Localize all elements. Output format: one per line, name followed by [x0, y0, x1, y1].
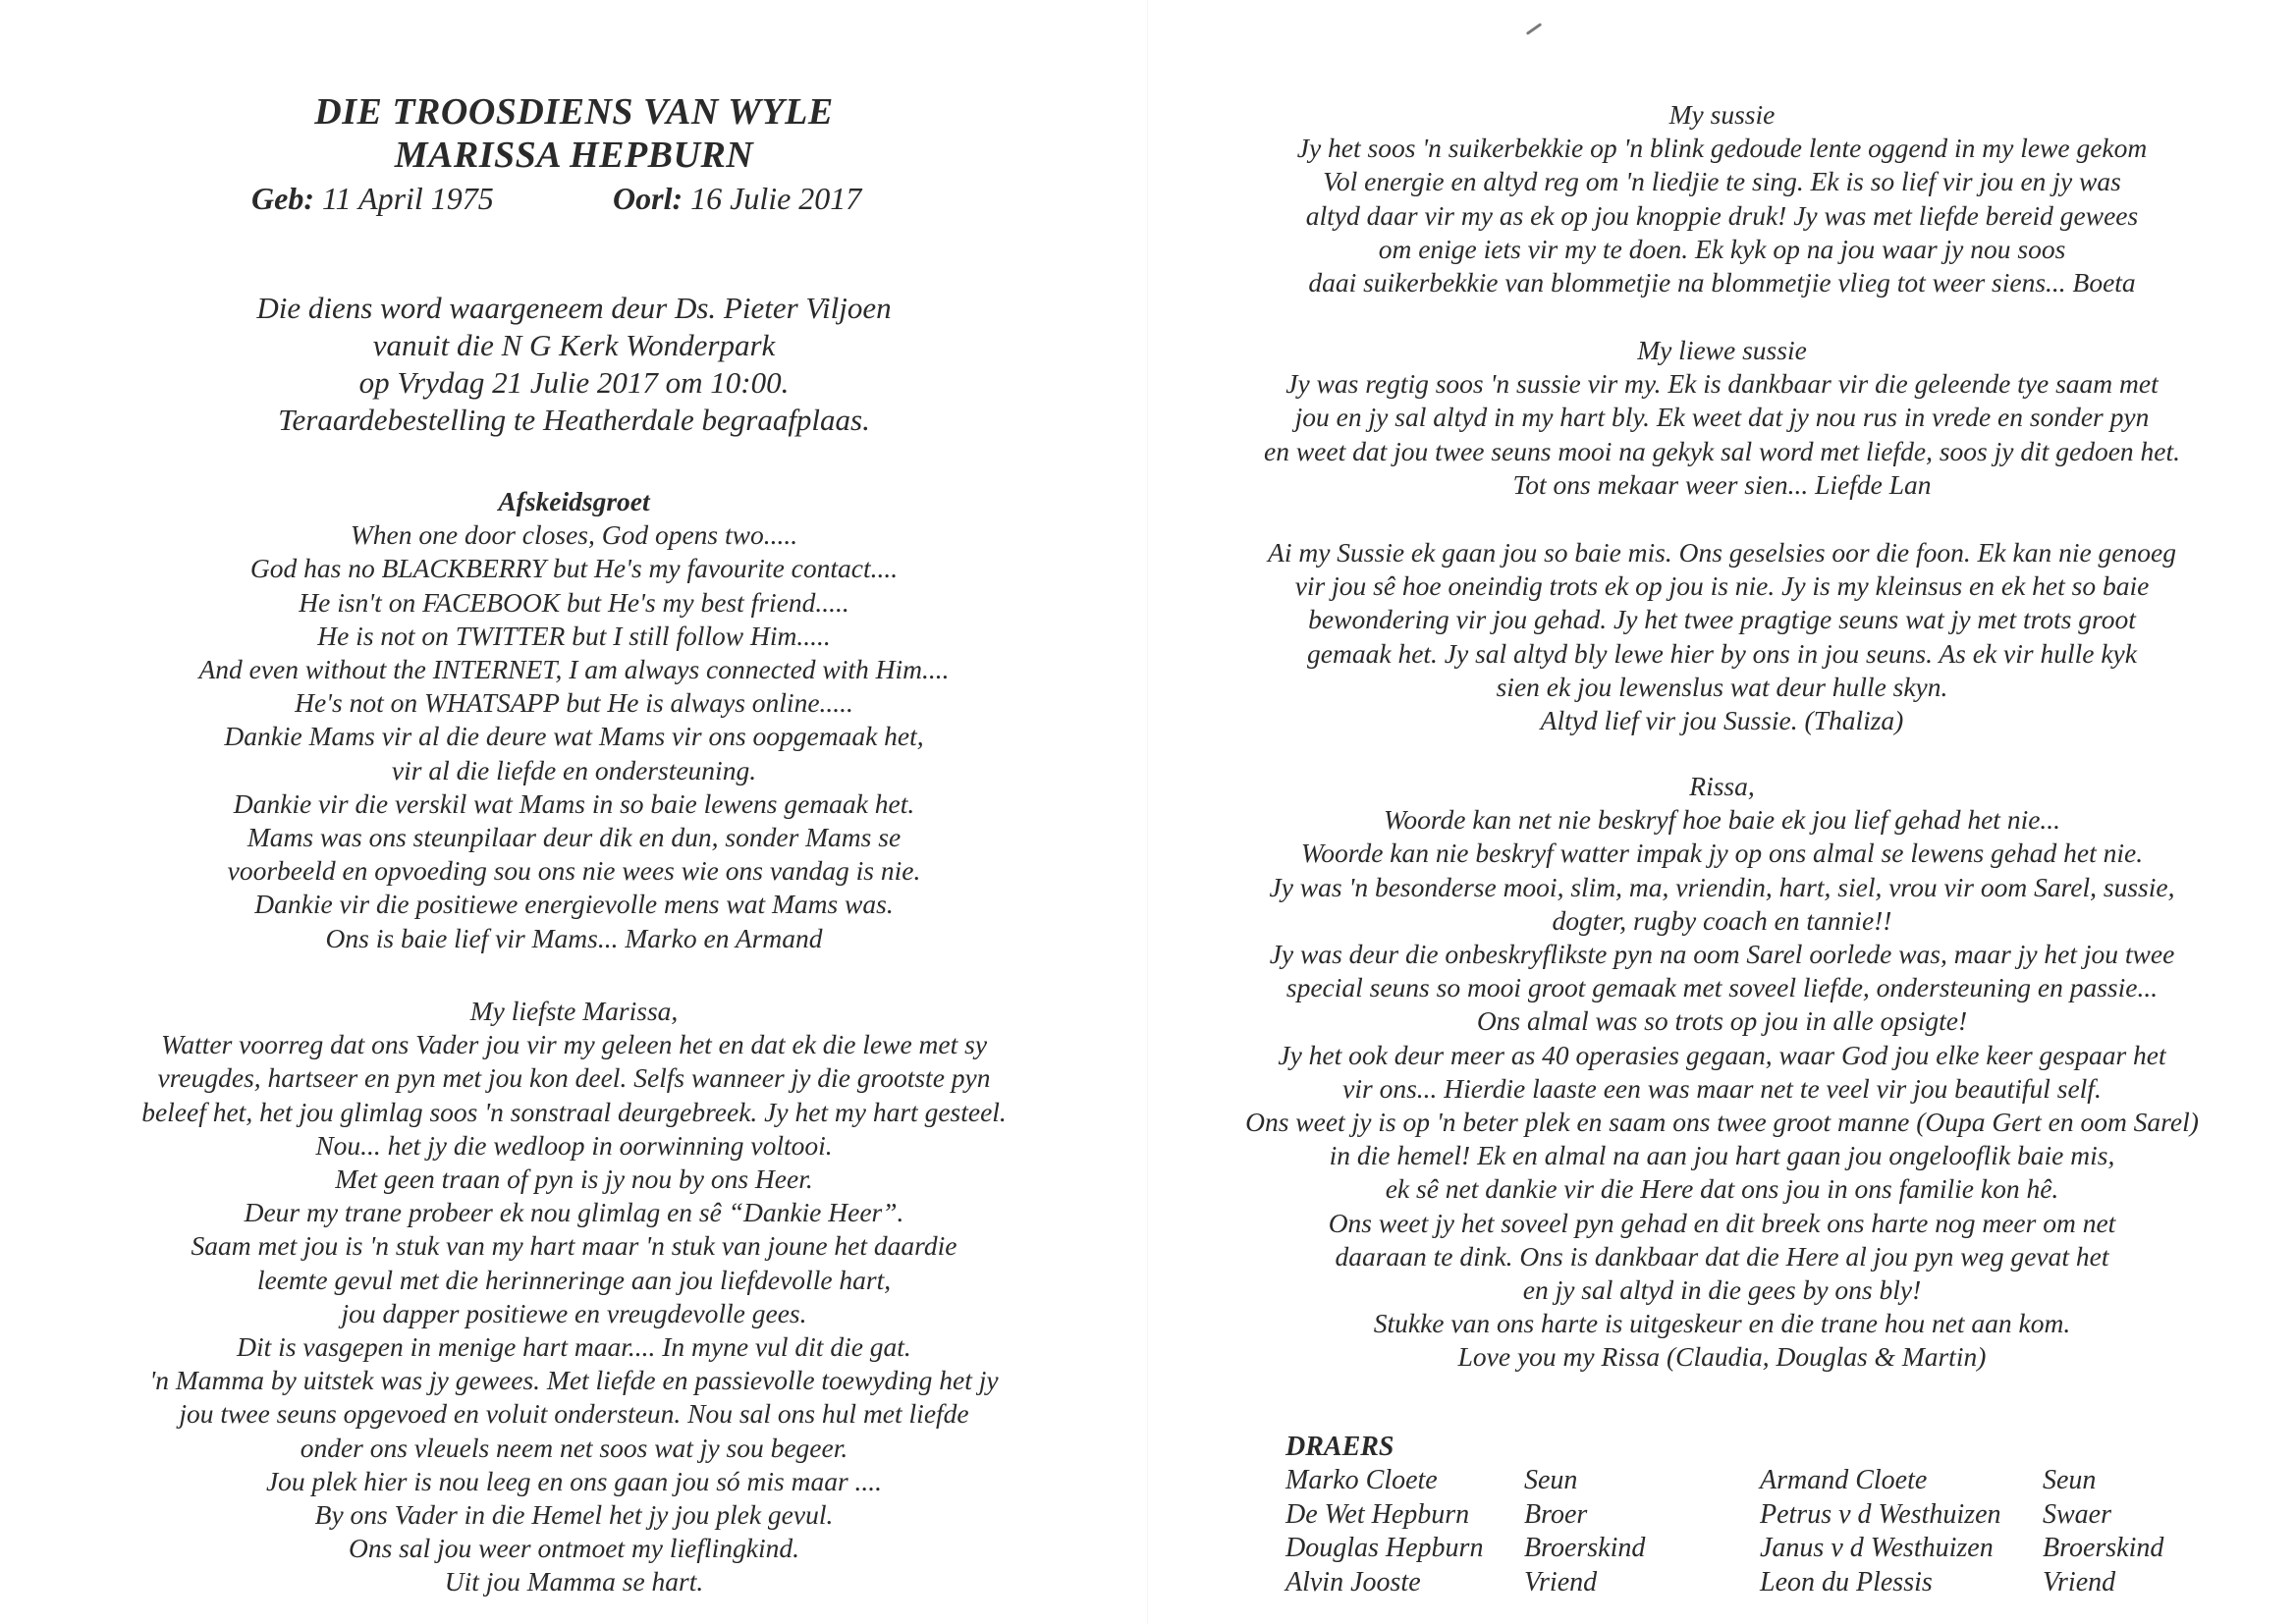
rissa-line: en jy sal altyd in die gees by ons bly!: [1522, 1274, 1922, 1306]
rissa-heading: Rissa,: [1689, 771, 1755, 801]
liefste-marissa-line: jou dapper positiewe en vreugdevolle gees.: [341, 1297, 807, 1328]
afskeidsgroet-line: voorbeeld en opvoeding sou ons nie wees wie ons vandag is nie.: [227, 855, 921, 887]
afskeidsgroet-line: Mams was ons steunpilaar deur dik en dun, sonder Mams se: [246, 822, 902, 853]
death-value: 16 Julie 2017: [683, 181, 862, 216]
my-sussie-line: daai suikerbekkie van blommetjie na blommetjie vlieg tot weer siens... Boeta: [1308, 267, 2136, 298]
liefste-marissa-line: Dit is vasgepen in menige hart maar.... In myne vul dit die gat.: [237, 1331, 911, 1363]
liewe-sussie-line: Tot ons mekaar weer sien... Liefde Lan: [1512, 468, 1932, 500]
draers-heading: DRAERS: [1285, 1432, 1394, 1462]
liefste-marissa-line: vreugdes, hartseer en pyn met jou kon deel. Selfs wanneer jy die grootste pyn: [157, 1062, 991, 1094]
liefste-marissa-line: Deur my trane probeer ek nou glimlag en sê “Dankie Heer”.: [244, 1197, 904, 1228]
afskeidsgroet-section: [0, 485, 1148, 955]
bearer-name: Alvin Jooste: [1285, 1566, 1421, 1597]
ai-my-sussie-line: Ai my Sussie ek gaan jou so baie mis. Ons geselsies oor die foon. Ek kan nie genoeg: [1268, 537, 2176, 568]
bearer-name: Marko Cloete: [1285, 1465, 1438, 1495]
afskeidsgroet-line: Ons is baie lief vir Mams... Marko en Armand: [325, 922, 823, 953]
ai-my-sussie-line: Altyd lief vir jou Sussie. (Thaliza): [1540, 705, 1904, 736]
afskeidsgroet-line: Dankie vir die verskil wat Mams in so baie lewens gemaak het.: [233, 787, 915, 819]
rissa-line: vir ons... Hierdie laaste een was maar net te veel vir jou beautiful self.: [1342, 1072, 2102, 1104]
liewe-sussie-line: jou en jy sal altyd in my hart bly. Ek weet dat jy nou rus in vrede en sonder pyn: [1294, 402, 2150, 433]
liefste-marissa-line: 'n Mamma by uitstek was jy gewees. Met liefde en passievolle toewyding het jy: [149, 1365, 999, 1396]
liefste-marissa-line: By ons Vader in die Hemel het jy jou plek gevul.: [314, 1499, 834, 1531]
liefste-marissa-line: Met geen traan of pyn is jy nou by ons Heer.: [335, 1164, 813, 1195]
death-date: [613, 181, 861, 217]
rissa-line: Woorde kan net nie beskryf hoe baie ek jou lief gehad het nie...: [1383, 804, 2061, 836]
title-line-2: MARISSA HEPBURN: [394, 135, 754, 176]
rissa-line: Jy was 'n besonderse mooi, slim, ma, vriendin, hart, siel, vrou vir oom Sarel, sussie,: [1269, 871, 2175, 902]
bearer-name: Douglas Hepburn: [1285, 1533, 1484, 1563]
birth-label: Geb:: [251, 181, 314, 216]
liewe-sussie-line: Jy was regtig soos 'n sussie vir my. Ek is dankbaar vir die geleende tye saam met: [1285, 368, 2159, 400]
liefste-marissa-line: Ons sal jou weer ontmoet my lieflingkind.: [348, 1533, 800, 1564]
rissa-section: [1148, 770, 2296, 1375]
bearer-relation: Broerskind: [1524, 1533, 1646, 1563]
birth-date: [251, 181, 494, 217]
bearer-relation: Vriend: [2043, 1566, 2116, 1597]
ai-my-sussie-line: bewondering vir jou gehad. Jy het twee pragtige seuns wat jy met trots groot: [1308, 604, 2136, 635]
liefste-marissa-line: Jou plek hier is nou leeg en ons gaan jou só mis maar ....: [265, 1465, 883, 1496]
program-title: [0, 90, 1148, 177]
title-line-1: DIE TROOSDIENS VAN WYLE: [314, 91, 834, 133]
rissa-line: Love you my Rissa (Claudia, Douglas & Martin): [1457, 1341, 1987, 1373]
my-sussie-line: altyd daar vir my as ek op jou knoppie druk! Jy was met liefde bereid gewees: [1305, 199, 2139, 231]
liefste-marissa-line: beleef het, het jou glimlag soos 'n sonstraal deurgebreek. Jy het my hart gesteel.: [141, 1096, 1007, 1127]
bearer-relation: Seun: [1524, 1465, 1578, 1495]
my-sussie-section: [1148, 98, 2296, 299]
liefste-marissa-line: Saam met jou is 'n stuk van my hart maar 'n stuk van joune het daardie: [191, 1230, 957, 1262]
my-sussie-heading: My sussie: [1668, 99, 1776, 130]
liefste-marissa-line: onder ons vleuels neem net soos wat jy sou begeer.: [300, 1432, 848, 1463]
liefste-marissa-line: Nou... het jy die wedloop in oorwinning voltooi.: [315, 1129, 833, 1161]
bearer-relation: Broer: [1524, 1498, 1588, 1530]
ai-my-sussie-section: [1148, 536, 2296, 737]
afskeidsgroet-line: When one door closes, God opens two.....: [350, 519, 798, 551]
service-line: vanuit die N G Kerk Wonderpark: [372, 328, 776, 362]
ai-my-sussie-line: vir jou sê hoe oneindig trots ek op jou is nie. Jy is my kleinsus en ek het so baie: [1294, 570, 2150, 602]
liewe-sussie-section: [1148, 334, 2296, 502]
death-label: Oorl:: [613, 181, 683, 216]
rissa-line: daaraan te dink. Ons is dankbaar dat die Here al jou pyn weg gevat het: [1335, 1240, 2109, 1272]
my-sussie-line: om enige iets vir my te doen. Ek kyk op na jou waar jy nou soos: [1378, 233, 2066, 264]
afskeidsgroet-line: Dankie Mams vir al die deure wat Mams vir ons oopgemaak het,: [224, 721, 924, 752]
liefste-marissa-line: Uit jou Mamma se hart.: [444, 1566, 704, 1597]
rissa-line: Jy het ook deur meer as 40 operasies gegaan, waar God jou elke keer gespaar het: [1278, 1039, 2166, 1070]
liefste-marissa-line: jou twee seuns opgevoed en voluit ondersteun. Nou sal ons hul met liefde: [179, 1398, 969, 1430]
rissa-line: Woorde kan nie beskryf watter impak jy op ons almal se lewens gehad het nie.: [1300, 838, 2144, 869]
afskeidsgroet-line: Dankie vir die positiewe energievolle mens wat Mams was.: [254, 889, 894, 920]
liefste-marissa-line: Watter voorreg dat ons Vader jou vir my geleen het en dat ek die lewe met sy: [160, 1029, 988, 1060]
my-sussie-line: Vol energie en altyd reg om 'n liedjie te sing. Ek is so lief vir jou en jy was: [1323, 166, 2121, 197]
bearer-name: Armand Cloete: [1760, 1465, 1928, 1495]
service-line: Die diens word waargeneem deur Ds. Pieter Viljoen: [256, 291, 892, 325]
service-line: Teraardebestelling te Heatherdale begraafplaas.: [278, 403, 870, 437]
afskeidsgroet-line: He is not on TWITTER but I still follow Him.....: [317, 620, 831, 651]
afskeidsgroet-line: God has no BLACKBERRY but He's my favourite contact....: [249, 553, 899, 584]
bearer-name: Leon du Plessis: [1760, 1566, 1933, 1597]
rissa-line: Jy was deur die onbeskryflikste pyn na oom Sarel oorlede was, maar jy het jou twee: [1269, 939, 2175, 970]
rissa-line: in die hemel! Ek en almal na aan jou hart gaan jou ongelooflik baie mis,: [1329, 1140, 2115, 1171]
bearer-relation: Swaer: [2043, 1498, 2111, 1530]
liewe-sussie-line: en weet dat jou twee seuns mooi na gekyk sal word met liefde, soos jy dit gedoen het.: [1263, 435, 2181, 466]
service-line: op Vrydag 21 Julie 2017 om 10:00.: [358, 365, 790, 400]
rissa-line: dogter, rugby coach en tannie!!: [1552, 904, 1892, 936]
ai-my-sussie-line: gemaak het. Jy sal altyd bly lewe hier by ons in jou seuns. As ek vir hulle kyk: [1307, 637, 2137, 669]
birth-value: 11 April 1975: [313, 181, 494, 216]
bearer-relation: Broerskind: [2043, 1533, 2164, 1563]
liefste-marissa-line: leemte gevul met die herinneringe aan jou liefdevolle hart,: [256, 1264, 892, 1295]
rissa-line: Ons weet jy het soveel pyn gehad en dit breek ons harte nog meer om net: [1328, 1207, 2116, 1238]
bearer-relation: Seun: [2043, 1465, 2097, 1495]
rissa-line: special seuns so mooi groot gemaak met soveel liefde, ondersteuning en passie...: [1285, 972, 2159, 1003]
rissa-line: Ons weet jy is op 'n beter plek en saam ons twee groot manne (Oupa Gert en oom Sarel): [1245, 1107, 2199, 1138]
rissa-line: ek sê net dankie vir die Here dat ons jou in ons familie kon hê.: [1385, 1173, 2059, 1205]
afskeidsgroet-heading: Afskeidsgroet: [498, 486, 650, 516]
bearer-name: De Wet Hepburn: [1285, 1498, 1470, 1530]
service-details: [0, 290, 1148, 439]
afskeidsgroet-line: vir al die liefde en ondersteuning.: [391, 754, 757, 785]
bearer-name: Petrus v d Westhuizen: [1760, 1498, 2001, 1530]
my-sussie-line: Jy het soos 'n suikerbekkie op 'n blink gedoude lente oggend in my lewe gekom: [1296, 133, 2148, 164]
right-page: [1148, 0, 2296, 1624]
bearer-name: Janus v d Westhuizen: [1760, 1533, 1994, 1563]
rissa-line: Stukke van ons harte is uitgeskeur en die trane hou net aan kom.: [1373, 1308, 2071, 1339]
rissa-line: Ons almal was so trots op jou in alle opsigte!: [1476, 1005, 1968, 1037]
liefste-marissa-section: [0, 995, 1148, 1599]
bearer-relation: Vriend: [1524, 1566, 1598, 1597]
liewe-sussie-heading: My liewe sussie: [1637, 335, 1807, 365]
afskeidsgroet-line: And even without the INTERNET, I am always connected with Him....: [198, 654, 950, 685]
afskeidsgroet-line: He isn't on FACEBOOK but He's my best friend.....: [299, 586, 849, 618]
ai-my-sussie-line: sien ek jou lewenslus wat deur hulle skyn.: [1496, 671, 1948, 702]
liefste-marissa-heading: My liefste Marissa,: [469, 996, 679, 1026]
afskeidsgroet-line: He's not on WHATSAPP but He is always online.....: [295, 687, 853, 719]
